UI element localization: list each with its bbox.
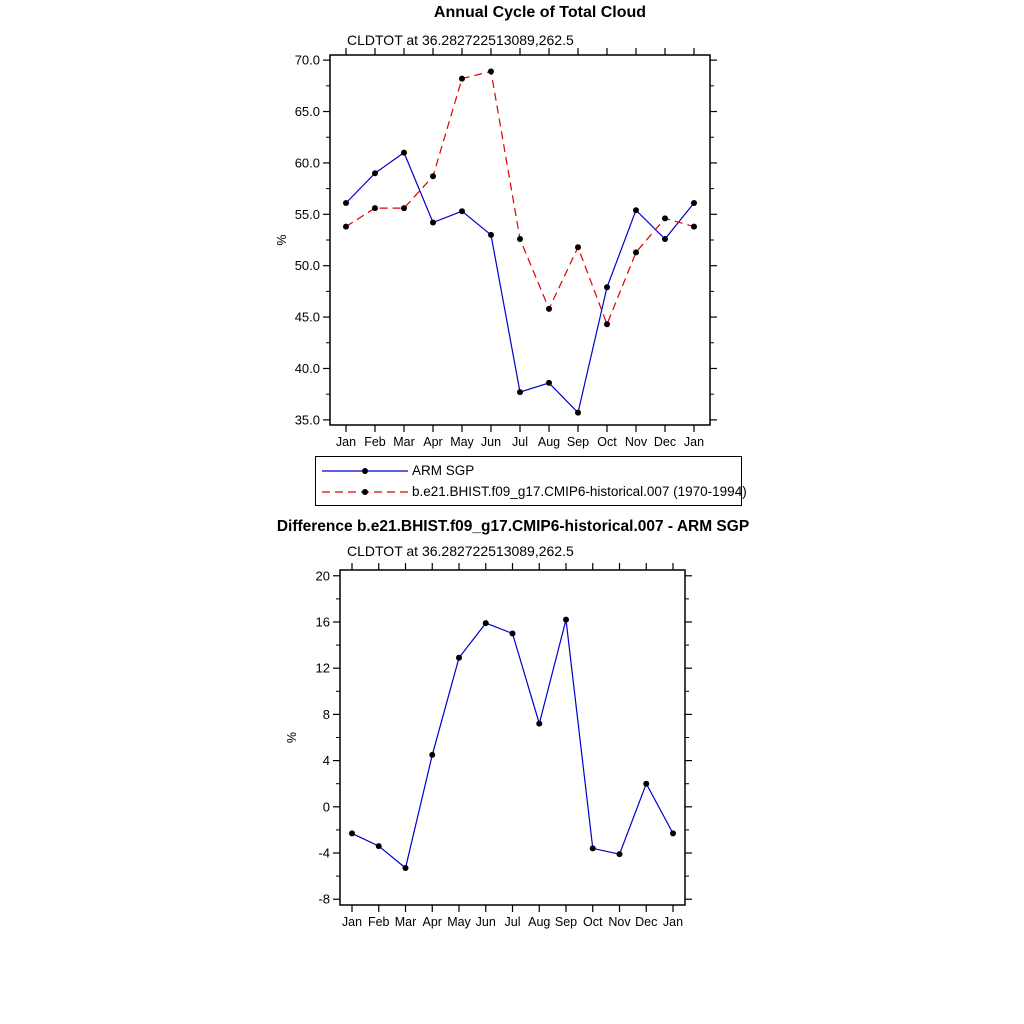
- svg-text:Nov: Nov: [608, 915, 631, 929]
- svg-text:0: 0: [322, 799, 330, 815]
- svg-text:Jan: Jan: [662, 915, 684, 929]
- bottom-chart-subtitle: CLDTOT at 36.282722513089,262.5: [347, 543, 574, 559]
- svg-text:Oct: Oct: [597, 435, 617, 449]
- svg-text:50.0: 50.0: [294, 258, 320, 274]
- legend-box: [315, 456, 747, 506]
- svg-text:Jan: Jan: [335, 435, 357, 449]
- legend-line-sample-red-dashed-icon: [320, 482, 410, 502]
- svg-text:Mar: Mar: [394, 915, 417, 929]
- svg-text:Jul: Jul: [504, 915, 521, 929]
- svg-text:8: 8: [322, 706, 330, 722]
- svg-text:60.0: 60.0: [294, 155, 320, 171]
- svg-text:Dec: Dec: [635, 915, 658, 929]
- svg-text:40.0: 40.0: [294, 360, 320, 376]
- svg-text:4: 4: [322, 753, 330, 769]
- svg-text:-8: -8: [318, 891, 330, 907]
- legend-label-model: b.e21.BHIST.f09_g17.CMIP6-historical.007 (1970-1994): [412, 484, 747, 499]
- svg-text:12: 12: [315, 660, 330, 676]
- legend-line-sample-blue-solid-icon: [320, 461, 410, 481]
- bottom-chart-title: Difference b.e21.BHIST.f09_g17.CMIP6-historical.007 - ARM SGP: [276, 518, 750, 535]
- svg-text:70.0: 70.0: [294, 52, 320, 68]
- svg-text:45.0: 45.0: [294, 309, 320, 325]
- svg-text:Mar: Mar: [393, 435, 415, 449]
- svg-text:Feb: Feb: [367, 915, 390, 929]
- legend-label-arm-sgp: ARM SGP: [412, 463, 475, 478]
- svg-text:Oct: Oct: [583, 915, 603, 929]
- legend-entry-model: [320, 481, 747, 502]
- svg-text:Sep: Sep: [566, 435, 590, 449]
- top-chart-title: Annual Cycle of Total Cloud: [433, 4, 647, 21]
- svg-text:Aug: Aug: [528, 915, 551, 929]
- top-chart-subtitle: CLDTOT at 36.282722513089,262.5: [347, 32, 574, 48]
- svg-text:Sep: Sep: [554, 915, 578, 929]
- svg-text:May: May: [447, 915, 471, 929]
- svg-text:-4: -4: [318, 845, 330, 861]
- svg-text:Jan: Jan: [683, 435, 705, 449]
- svg-text:Aug: Aug: [537, 435, 561, 449]
- svg-text:Dec: Dec: [653, 435, 677, 449]
- svg-text:Apr: Apr: [423, 435, 443, 449]
- svg-text:35.0: 35.0: [294, 412, 320, 428]
- svg-text:16: 16: [315, 614, 330, 630]
- svg-text:Jun: Jun: [480, 435, 502, 449]
- svg-text:Jun: Jun: [475, 915, 496, 929]
- svg-text:20: 20: [315, 568, 330, 584]
- svg-text:Jul: Jul: [512, 435, 528, 449]
- svg-text:Feb: Feb: [364, 435, 386, 449]
- svg-text:Apr: Apr: [422, 915, 442, 929]
- svg-text:%: %: [275, 234, 289, 246]
- bottom-chart: [285, 563, 692, 929]
- svg-text:May: May: [450, 435, 474, 449]
- svg-text:55.0: 55.0: [294, 206, 320, 222]
- top-chart: [275, 48, 717, 449]
- svg-text:%: %: [285, 731, 299, 744]
- svg-text:Nov: Nov: [624, 435, 648, 449]
- svg-text:Jan: Jan: [341, 915, 363, 929]
- legend-entry-arm-sgp: [320, 460, 741, 481]
- svg-text:65.0: 65.0: [294, 104, 320, 120]
